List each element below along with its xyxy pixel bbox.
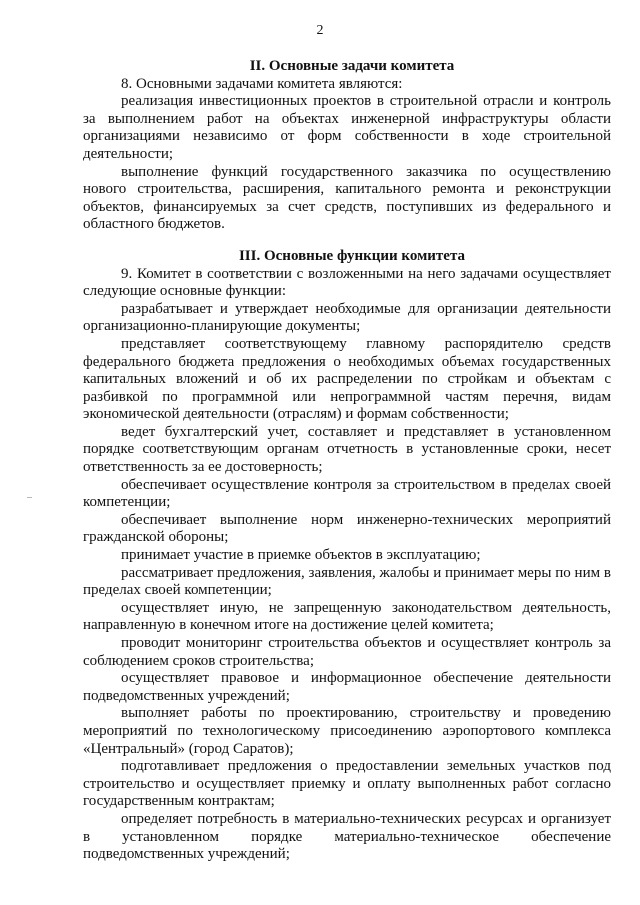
scan-artifact (27, 497, 32, 498)
section-2-paragraph: 8. Основными задачами комитета являются: (121, 75, 403, 92)
section-3-paragraph: обеспечивает осуществление контроля за строительством в пределах своей компетенции; (83, 476, 611, 511)
section-3-paragraph: ведет бухгалтерский учет, составляет и представляет в установленном порядке соответствующим органам отчетность в установленные сроки, несет ответственность за ее достоверность; (83, 423, 611, 476)
section-3-paragraph: определяет потребность в материально-технических ресурсах и организует в установленном порядке материально-техническое обеспечение подведомственных учреждений; (83, 810, 611, 863)
section-3-paragraph: осуществляет иную, не запрещенную законодательством деятельность, направленную в конечном итоге на достижение целей комитета; (83, 599, 611, 634)
section-3-paragraph: обеспечивает выполнение норм инженерно-технических мероприятий гражданской обороны; (83, 511, 611, 546)
section-3-paragraph: представляет соответствующему главному распорядителю средств федерального бюджета предложения о необходимых объемах государственных капитальных вложений и об их распределении по стройкам и объектам с разбивкой по программной или непрограммной частям перечня, видам экономической деятельности (отраслям) и формам собственности; (83, 335, 611, 423)
section-3-paragraph: рассматривает предложения, заявления, жалобы и принимает меры по ним в пределах своей компетенции; (83, 564, 611, 599)
section-3-paragraph: выполняет работы по проектированию, строительству и проведению мероприятий по технологическому присоединению аэропортового комплекса «Центральный» (город Саратов); (83, 705, 611, 757)
document-body (83, 58, 611, 864)
section-3-paragraph: 9. Комитет в соответствии с возложенными на него задачами осуществляет следующие основные функции: (83, 265, 611, 300)
section-3-heading: III. Основные функции комитета (238, 247, 466, 264)
page-number: 2 (316, 23, 324, 38)
section-3-paragraph: проводит мониторинг строительства объектов и осуществляет контроль за соблюдением сроков строительства; (83, 635, 611, 669)
section-3-paragraph: осуществляет правовое и информационное обеспечение деятельности подведомственных учреждений; (83, 670, 611, 704)
section-3-paragraph: подготавливает предложения о предоставлении земельных участков под строительство и осуществляет приемку и оплату выполненных работ согласно государственным контрактам; (83, 758, 611, 810)
section-2-paragraph: реализация инвестиционных проектов в строительной отрасли и контроль за выполнением работ на объектах инженерной инфраструктуры области организациями независимо от форм собственности в ходе строительной деятельности; (83, 93, 611, 162)
section-3-paragraph: разрабатывает и утверждает необходимые для организации деятельности организационно-планирующие документы; (83, 300, 611, 335)
section-2-heading: II. Основные задачи комитета (249, 58, 455, 74)
section-3-paragraph: принимает участие в приемке объектов в эксплуатацию; (121, 547, 481, 564)
section-2-paragraph: выполнение функций государственного заказчика по осуществлению нового строительства, расширения, капитального ремонта и реконструкции объектов, финансируемых за счет средств, поступивших из федерального и областного бюджетов. (83, 163, 611, 233)
